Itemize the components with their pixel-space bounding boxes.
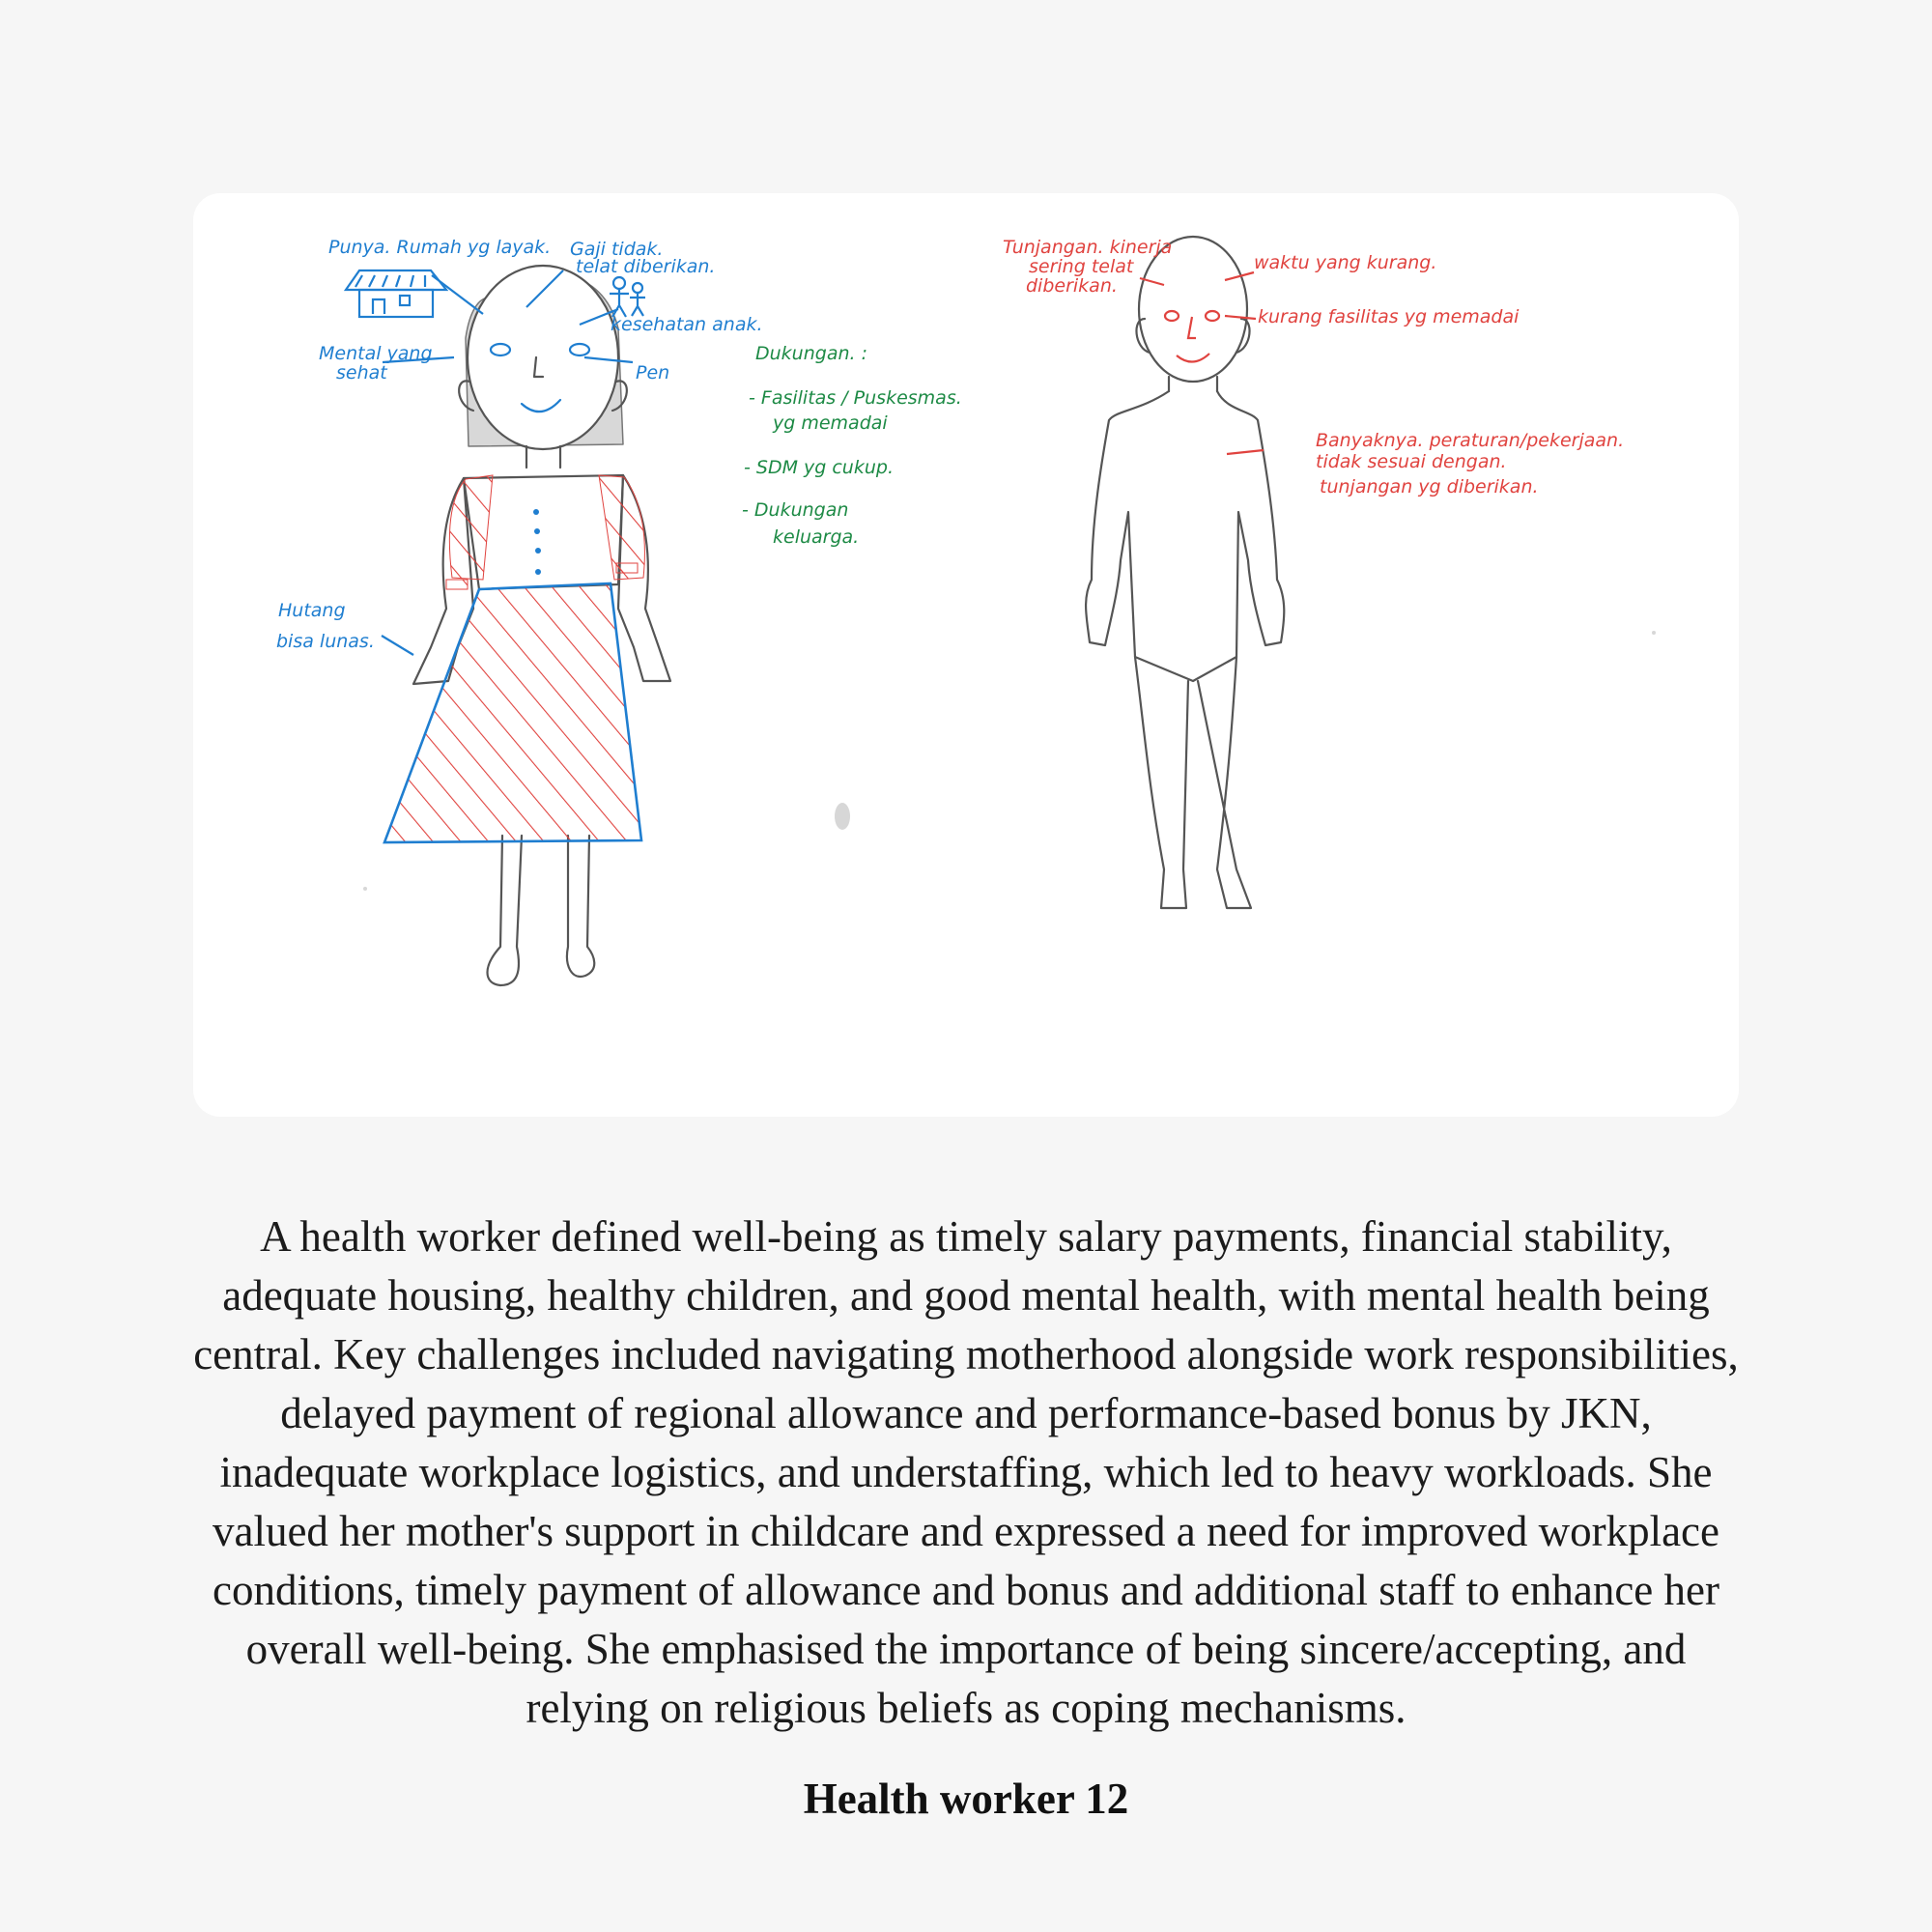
drawing-card bbox=[193, 193, 1739, 1117]
head bbox=[1139, 237, 1247, 382]
label-salary-late: telat diberikan. bbox=[576, 256, 716, 277]
label-workload: Banyaknya. peraturan/pekerjaan. bbox=[1316, 430, 1625, 451]
right-labels bbox=[1003, 237, 1624, 497]
support-item-facilities-cont: yg memadai bbox=[773, 412, 888, 434]
label-workload-mismatch: tidak sesuai dengan. bbox=[1316, 451, 1507, 472]
skirt bbox=[384, 583, 641, 842]
support-heading: Dukungan. : bbox=[755, 343, 867, 364]
label-allowance: Tunjangan. kinerja bbox=[1003, 237, 1173, 258]
support-item-facilities: - Fasilitas / Puskesmas. bbox=[749, 387, 962, 409]
label-housing: Punya. Rumah yg layak. bbox=[328, 237, 552, 258]
support-list bbox=[742, 343, 962, 548]
support-item-family: - Dukungan bbox=[742, 499, 849, 521]
head bbox=[468, 266, 618, 449]
label-debt: Hutang bbox=[278, 600, 346, 621]
caption: A health worker defined well-being as timely salary payments, financial stability, adequate housing, healthy children, and good mental health, with mental health being central. Key challenges included navigating motherhood alongside work responsibilities, delayed payment of regional allowance and performance-based bonus by JKN, inadequate workplace logistics, and understaffing, which led to heavy workloads. She valued her mother's support in childcare and expressed a need for improved workplace conditions, timely payment of allowance and bonus and additional staff to enhance her overall well-being. She emphasised the importance of being sincere/accepting, and relying on religious beliefs as coping mechanisms. bbox=[193, 1212, 1739, 1732]
house-icon bbox=[346, 270, 446, 317]
label-salary: Gaji tidak. bbox=[570, 239, 664, 260]
label-debt-paid: bisa lunas. bbox=[276, 631, 375, 652]
label-pen: Pen bbox=[636, 362, 670, 384]
label-mental-healthy: sehat bbox=[336, 362, 387, 384]
children-icon bbox=[610, 277, 645, 317]
support-item-family-cont: keluarga. bbox=[773, 526, 860, 548]
support-item-staff: - SDM yg cukup. bbox=[744, 457, 894, 478]
buttons bbox=[533, 509, 541, 575]
label-mental: Mental yang bbox=[319, 343, 433, 364]
label-time: waktu yang kurang. bbox=[1254, 252, 1437, 273]
label-allowance-given: diberikan. bbox=[1026, 275, 1118, 297]
label-child-health: kesehatan anak. bbox=[611, 314, 763, 335]
right-figure-drawing bbox=[1086, 237, 1284, 908]
label-facilities: kurang fasilitas yg memadai bbox=[1258, 306, 1520, 327]
credit: Health worker 12 bbox=[803, 1775, 1129, 1823]
label-workload-allowance: tunjangan yg diberikan. bbox=[1320, 476, 1539, 497]
label-allowance-late: sering telat bbox=[1029, 256, 1134, 277]
body bbox=[1086, 391, 1284, 681]
left-figure-hatching bbox=[446, 475, 644, 589]
